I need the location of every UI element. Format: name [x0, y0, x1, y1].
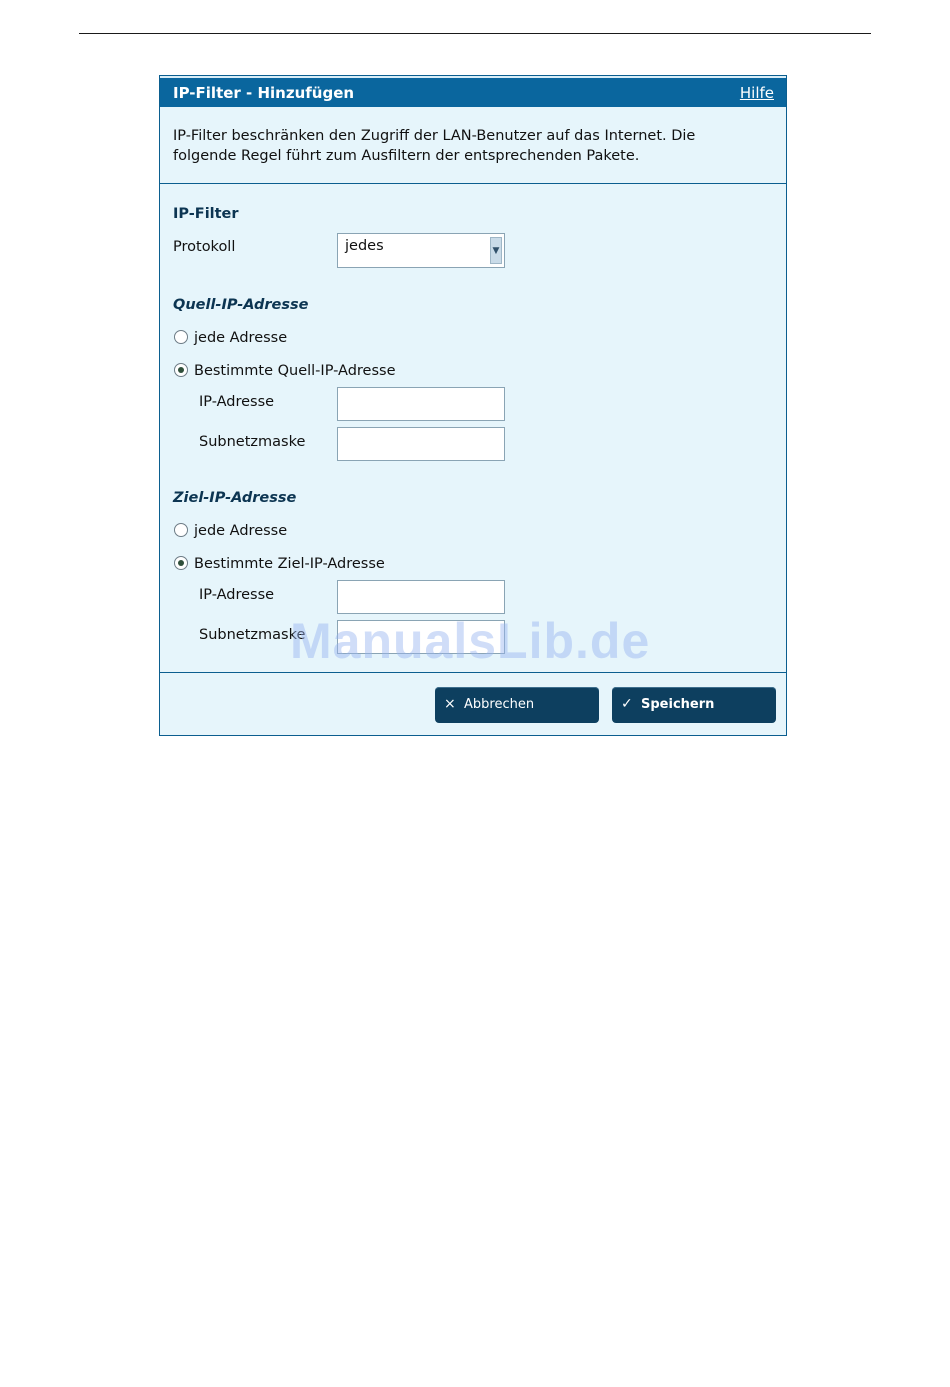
intro-line-1: IP-Filter beschränken den Zugriff der LAN-Benutzer auf das Internet. Die [173, 128, 696, 144]
intro-line-2: folgende Regel führt zum Ausfiltern der entsprechenden Pakete. [173, 148, 640, 164]
destination-mask-label: Subnetzmaske [199, 627, 306, 643]
destination-specific-label: Bestimmte Ziel-IP-Adresse [194, 556, 385, 572]
destination-any-label: jede Adresse [194, 523, 288, 539]
ip-filter-section-title: IP-Filter [173, 206, 239, 222]
dialog-title: IP-Filter - Hinzufügen [173, 84, 355, 102]
source-ip-label: IP-Adresse [199, 394, 275, 410]
dialog-titlebar [160, 76, 786, 107]
cancel-button-label: Abbrechen [464, 697, 535, 712]
source-mask-label: Subnetzmaske [199, 434, 306, 450]
help-link[interactable]: Hilfe [739, 84, 774, 102]
destination-ip-label: IP-Adresse [199, 587, 275, 603]
checkmark-icon: ✓ [621, 696, 633, 712]
source-specific-label: Bestimmte Quell-IP-Adresse [194, 363, 396, 379]
manualslib-watermark: ManualsLib.de [290, 613, 651, 669]
source-specific-radio[interactable] [174, 363, 188, 377]
source-any-radio[interactable] [174, 330, 188, 344]
intro-text [173, 126, 773, 166]
close-icon: × [444, 696, 456, 712]
destination-any-radio[interactable] [174, 523, 188, 537]
destination-ip-input[interactable] [337, 580, 505, 614]
cancel-button[interactable] [435, 687, 599, 723]
save-button-label: Speichern [641, 697, 715, 712]
save-button[interactable] [612, 687, 776, 723]
source-any-label: jede Adresse [194, 330, 288, 346]
destination-section-title: Ziel-IP-Adresse [173, 490, 297, 506]
protocol-select-value: jedes [345, 238, 384, 254]
protocol-label: Protokoll [173, 239, 236, 255]
source-ip-input[interactable] [337, 387, 505, 421]
protocol-select[interactable] [337, 233, 505, 268]
page-top-rule [79, 33, 871, 34]
divider-top [160, 183, 786, 184]
divider-bottom [160, 672, 786, 673]
source-mask-input[interactable] [337, 427, 505, 461]
destination-specific-radio[interactable] [174, 556, 188, 570]
chevron-down-icon[interactable]: ▼ [490, 237, 502, 264]
source-section-title: Quell-IP-Adresse [173, 297, 309, 313]
